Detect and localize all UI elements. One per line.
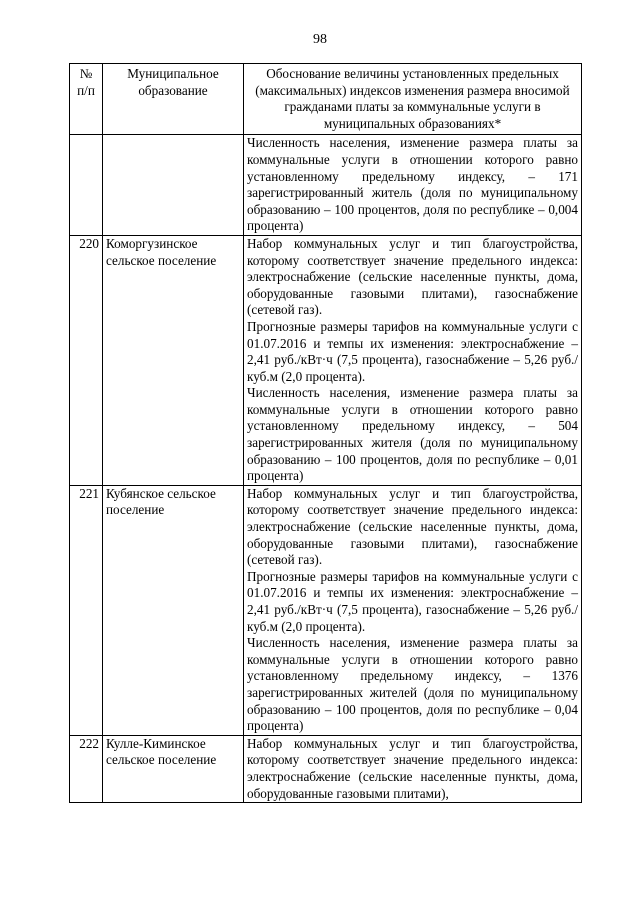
header-description: Обоснование величины установленных предельных (максимальных) индексов изменения размера вносимой гражданами платы за коммунальные услуги в муниципальных образованиях* <box>244 64 582 135</box>
row-paragraph: Численность населения, изменение размера платы за коммунальные услуги в отношении которого равно установленному предельному индексу, – 171 зарегистрированный житель (доля по муниципальному образованию – 100 процентов, доля по республике – 0,004 процента) <box>247 135 578 234</box>
row-paragraph: Прогнозные размеры тарифов на коммунальные услуги с 01.07.2016 и темпы их изменения: электроснабжение – 2,41 руб./кВт·ч (7,5 процента), газоснабжение – 5,26 руб./куб.м (2,0 процента). <box>247 568 578 634</box>
row-paragraph: Прогнозные размеры тарифов на коммунальные услуги с 01.07.2016 и темпы их изменения: электроснабжение – 2,41 руб./кВт·ч (7,5 процента), газоснабжение – 5,26 руб./куб.м (2,0 процента). <box>247 318 578 384</box>
table-header-row <box>70 64 582 135</box>
header-num: № п/п <box>70 64 103 135</box>
row-paragraph: Численность населения, изменение размера платы за коммунальные услуги в отношении которого равно установленному предельному индексу, – 1376 зарегистрированных жителей (доля по муниципальному образованию – 100 процентов, доля по республике – 0,04 процента) <box>247 635 578 734</box>
row-municipality <box>103 135 244 236</box>
table-row <box>70 485 582 735</box>
row-municipality: Коморгузинское сельское поселение <box>103 235 244 485</box>
table-row <box>70 235 582 485</box>
table-row <box>70 135 582 236</box>
table-row <box>70 735 582 802</box>
header-municipality: Муниципальное образование <box>103 64 244 135</box>
row-number <box>70 135 103 236</box>
row-description <box>244 485 582 735</box>
row-municipality: Кулле-Киминское сельское поселение <box>103 735 244 802</box>
row-paragraph: Численность населения, изменение размера платы за коммунальные услуги в отношении которого равно установленному предельному индексу, – 504 зарегистрированных жителя (доля по муниципальному образованию – 100 процентов, доля по республике – 0,01 процента) <box>247 385 578 484</box>
row-description <box>244 235 582 485</box>
row-paragraph: Набор коммунальных услуг и тип благоустройства, которому соответствует значение предельного индекса: электроснабжение (сельские населенные пункты, дома, оборудованные газовыми плитами), газоснабжение (сетевой газ). <box>247 235 578 318</box>
page-number: 98 <box>313 32 327 47</box>
row-municipality: Кубянское сельское поселение <box>103 485 244 735</box>
row-paragraph: Набор коммунальных услуг и тип благоустройства, которому соответствует значение предельного индекса: электроснабжение (сельские населенные пункты, дома, оборудованные газовыми плитами), <box>247 735 578 801</box>
row-paragraph: Набор коммунальных услуг и тип благоустройства, которому соответствует значение предельного индекса: электроснабжение (сельские населенные пункты, дома, оборудованные газовыми плитами), газоснабжение (сетевой газ). <box>247 485 578 568</box>
row-number: 221 <box>70 485 103 735</box>
row-number: 222 <box>70 735 103 802</box>
tariff-table <box>69 63 582 803</box>
row-number: 220 <box>70 235 103 485</box>
row-description <box>244 735 582 802</box>
row-description <box>244 135 582 236</box>
